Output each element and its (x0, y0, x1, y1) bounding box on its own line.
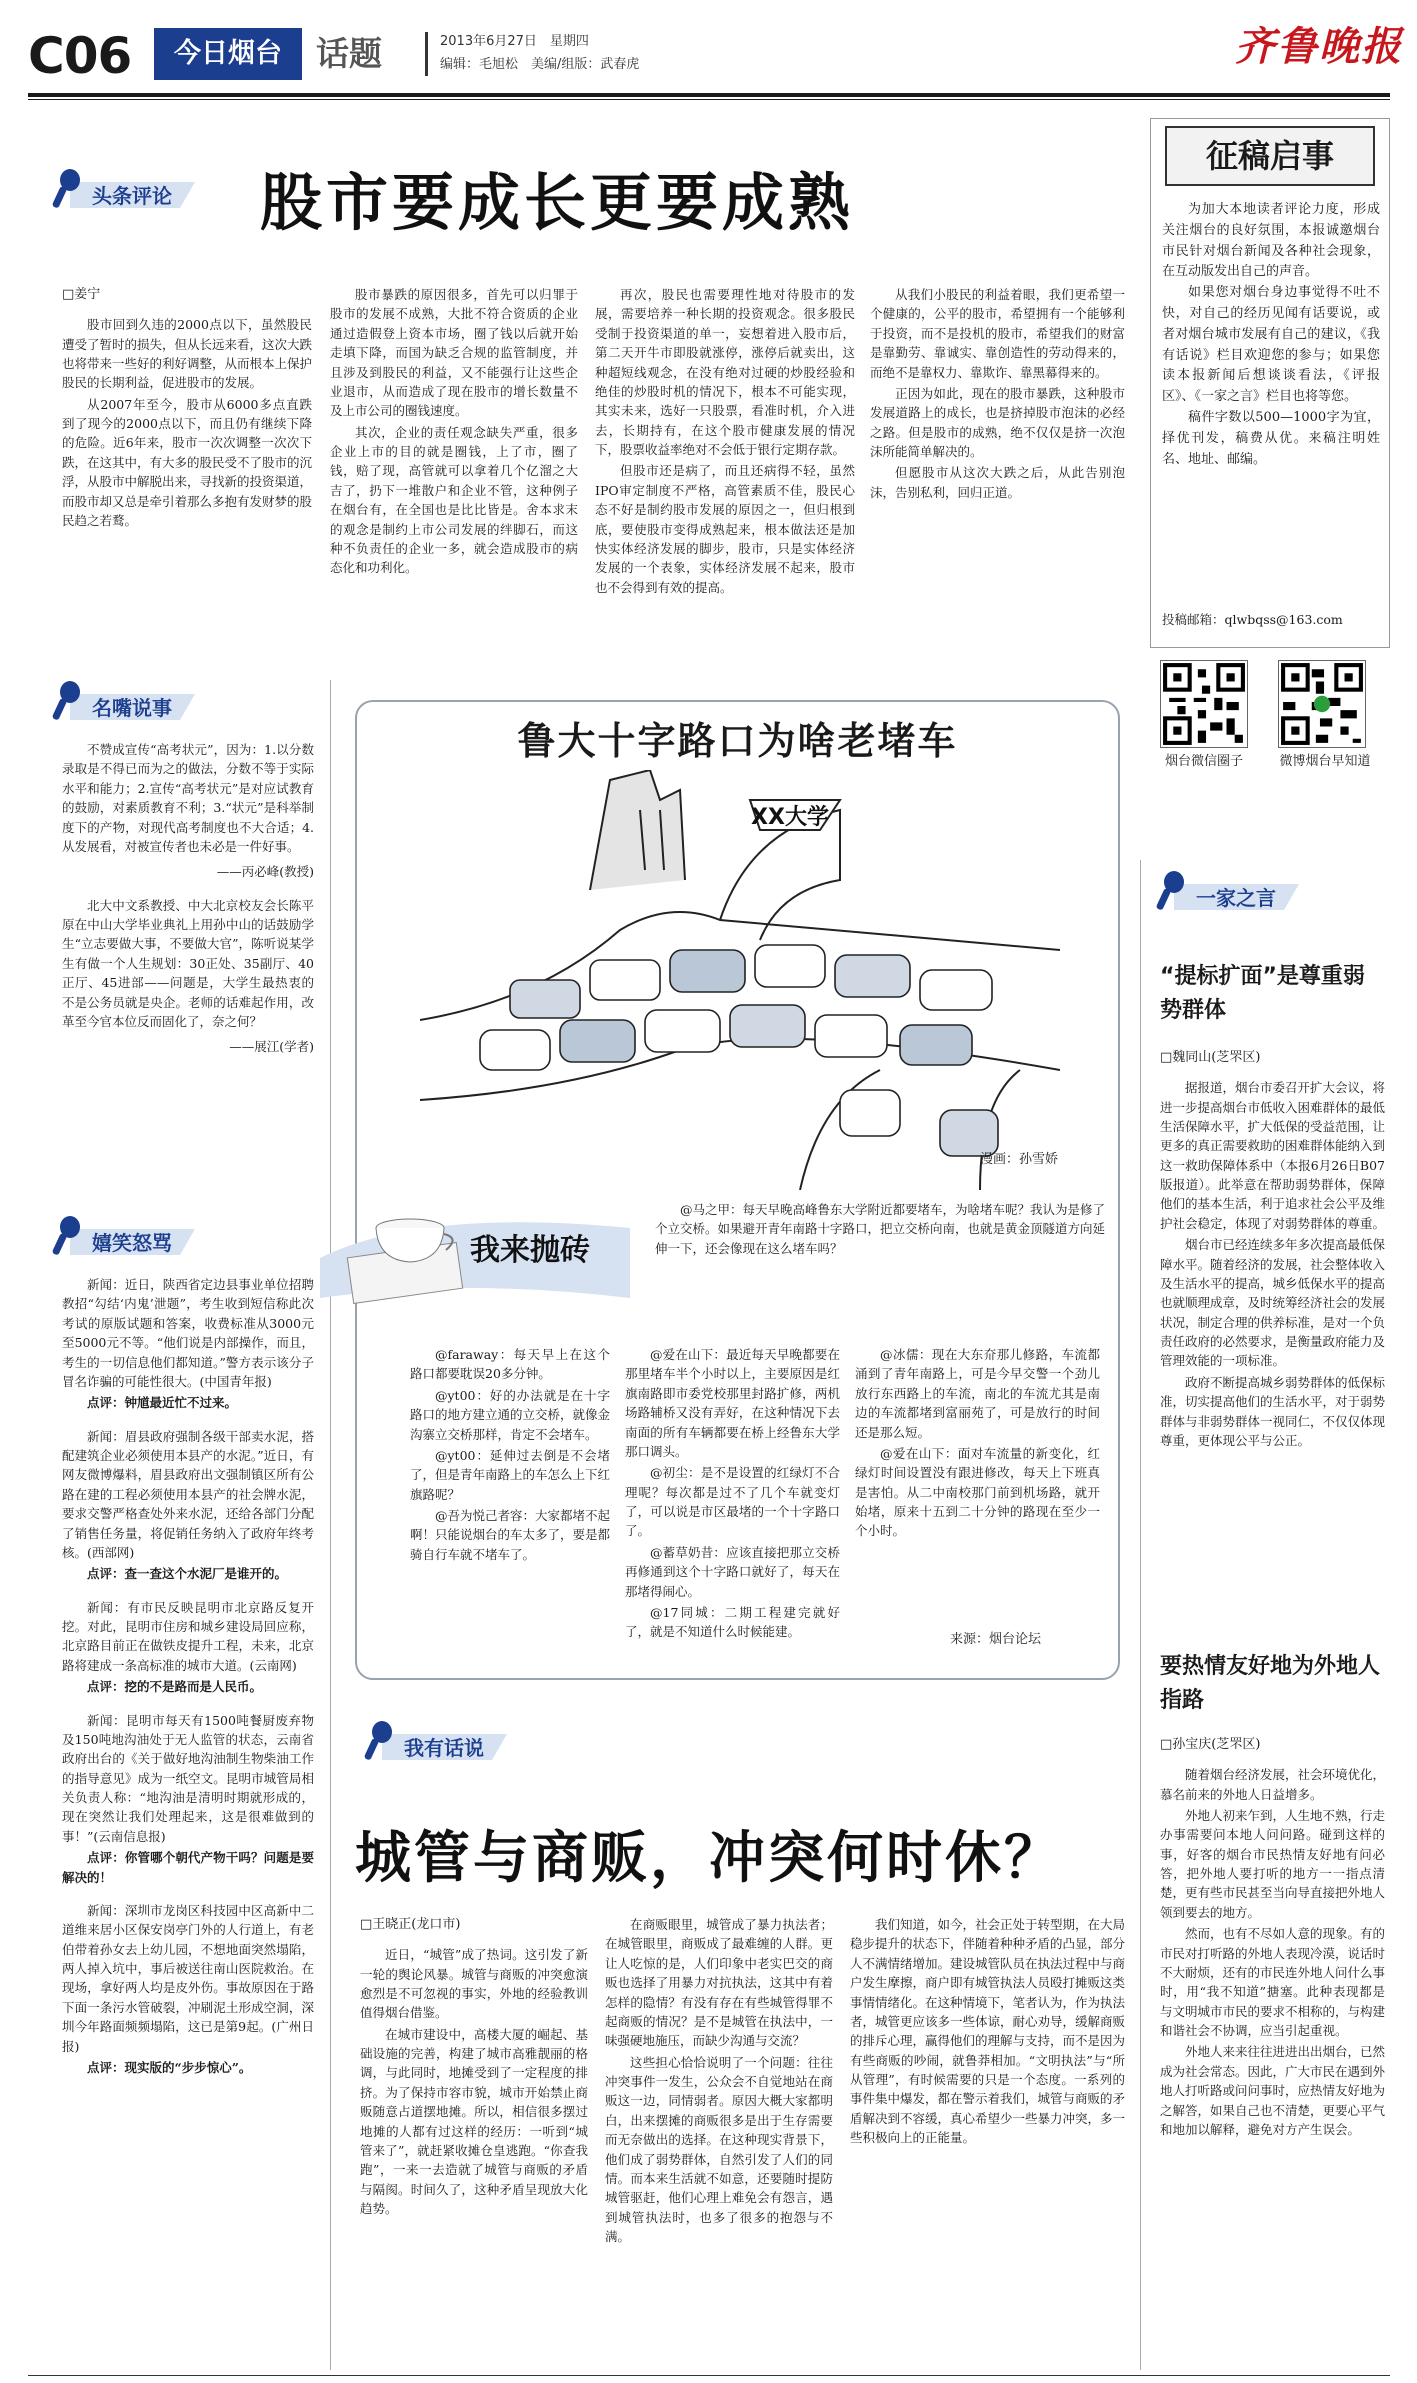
qr-caption-weibo: 微博烟台早知道 (1279, 754, 1371, 769)
microphone-icon (362, 1720, 394, 1762)
column-tag-opinion (1152, 870, 1302, 916)
satire-news: 新闻：有市民反映昆明市北京路反复开挖。对此，昆明市住房和城乡建设局回应称，北京路目前正在做铁皮提升工程，未来，北京路将建成一条高标准的城市大道。(云南网) (62, 1599, 314, 1673)
main-article-paragraph: 再次，股民也需要理性地对待股市的发展，需要培养一种长期的投资观念。很多股民受制于投资渠道的单一，妄想着进入股市后，第二天开牛市即股就涨停，涨停后就卖出，这种超短线观念，在没有绝对过硬的炒股经验和绝佳的炒股时机的情况下，根本不可能实现，其实未来，选好一只股票，看准时机，介入进去，长期持有，在这个股市健康发展的情况下，股票收益率绝对不会低于银行定期存款。 (595, 287, 855, 457)
traffic-comment: @爱在山下：面对车流量的新变化，红绿灯时间设置没有跟进修改，每天上下班真是害怕。从二中南校那门前到机场路，就开始堵，原来十五到二十分钟的路现在至少一个小时。 (855, 1445, 1100, 1539)
opinion-title-1: “提标扩面”是尊重弱势群体 (1160, 964, 1365, 1024)
sayings-column (62, 740, 314, 1210)
dateline (440, 30, 639, 76)
traffic-jam-cartoon (420, 770, 1060, 1190)
saying-text: 北大中文系教授、中大北京校友会长陈平原在中山大学毕业典礼上用孙中山的话鼓励学生“立志要做大事，不要做大官”，陈听说某学生有做一个人生规划：30正处、35副厅、40正厅、45进部——问题是，大学生最热衷的不是公务员就是央企。老师的话难起作用，改革至今官本位反而固化了，奈之何？ (62, 897, 314, 1029)
speak-out-col-2 (605, 1915, 833, 2365)
speak-out-author: □王晓正(龙口市) (360, 1917, 461, 1932)
main-article-col-4 (870, 285, 1125, 670)
column-tag-sayings (48, 680, 198, 726)
main-article-author: □姜宁 (62, 287, 101, 302)
main-article-col-2 (330, 285, 578, 670)
opinion-paragraph: 随着烟台经济发展，社会环境优化，慕名前来的外地人日益增多。 (1160, 1767, 1385, 1802)
column-tag-satire (48, 1215, 198, 1261)
column-divider (1140, 860, 1141, 2370)
opinion-paragraph: 政府不断提高城乡弱势群体的低保标准，切实提高他们的生活水平，对于弱势群体与非弱势群体一视同仁，不仅仅体现尊重，更体现公平与公正。 (1160, 1374, 1385, 1448)
opinion-author-2: □孙宝庆(芝罘区) (1160, 1737, 1261, 1752)
traffic-comment: @吾为悦己者容：大家都堵不起啊！只能说烟台的车太多了，要是都骑自行车就不堵车了。 (410, 1508, 610, 1562)
page-code: C06 (28, 27, 132, 85)
satire-news: 新闻：近日，陕西省定边县事业单位招聘教招“勾结‘内鬼’泄题”，考生收到短信称此次考试的原版试题和答案，收费标准从3000元至5000元不等。“他们说是内部操作，而且，考生的一切信息他们都知道。”警方表示该分子冒名诈骗的可能性很大。(中国青年报) (62, 1277, 314, 1389)
column-divider (330, 680, 331, 2370)
traffic-comment: @yt00：好的办法就是在十字路口的地方建立通的立交桥，就像金沟寨立交桥那样，肯定不会堵车。 (410, 1387, 610, 1442)
call-paragraph: 稿件字数以500—1000字为宜，择优刊发，稿费从优。来稿注明姓名、地址、邮编。 (1162, 409, 1380, 467)
call-paragraph: 如果您对烟台身边事觉得不吐不快，对自己的经历见闻有话要说，或者对烟台城市发展有自己的建议，《我有话说》栏目欢迎您的参与；如果您读本报新闻后想谈谈看法，《评报区》、《一家之言》栏目也将等您。 (1162, 285, 1380, 405)
traffic-comment: @17同城：二期工程建完就好了，就是不知道什么时候能建。 (625, 1604, 840, 1640)
editors-credit: 编辑：毛旭松 美编/组版：武春虎 (440, 57, 640, 72)
microphone-icon (1154, 870, 1186, 912)
masthead (0, 0, 1417, 96)
speak-out-paragraph: 我们知道，如今，社会正处于转型期，在大局稳步提升的状态下，伴随着种种矛盾的凸显，部分人不满情绪增加。建设城管队员在执法过程中与商户发生摩擦，商户即有城管执法人员殴打摊贩这类事情情绪化。在这种情境下，笔者认为，作为执法者，城管更应该多一些体谅，耐心劝导，缓解商贩的排斥心理，赢得他们的理解与支持，而不是因为有些商贩的吵闹，就鲁莽相加。“文明执法”与“所从管理”，有时候需要的只是一个态度。一系列的事件集中爆发，都在警示着我们，城管与商贩的矛盾解决到不容缓，真心希望少一些暴力冲突，多一些积极向上的正能量。 (850, 1917, 1125, 2146)
opinion-paragraph: 然而，也有不尽如人意的现象。有的市民对打听路的外地人表现冷漠，说话时不大耐烦，还有的市民连外地人问什么事时，用“我不知道”搪塞。此种表现都是与文明城市市民的要求不相称的，与构建和谐社会不协调，应当引起重视。 (1160, 1926, 1385, 2039)
cartoon-credit: 漫画：孙雪娇 (980, 1152, 1059, 1167)
page-bottom-rule (28, 2375, 1390, 2376)
opinion-paragraph: 据报道，烟台市委召开扩大会议，将进一步提高烟台市低收入困难群体的最低生活保障水平，扩大低保的受益范围，让更多的真正需要救助的困难群体能纳入到这一救助保障体系中（本报6月26日B07版报道）。此举意在帮助弱势群体，保障他们的基本生活，利于追求社会公平及维护社会稳定，体现了对弱势群体的尊重。 (1160, 1080, 1385, 1231)
opinion-author-1: □魏同山(芝罘区) (1160, 1050, 1261, 1065)
traffic-comment: @faraway：每天早上在这个路口都要耽误20多分钟。 (410, 1347, 610, 1382)
submission-email[interactable]: 投稿邮箱：qlwbqss@163.com (1162, 612, 1343, 627)
cartoon-sign-text: XX大学 (751, 805, 829, 830)
call-for-papers-body (1162, 200, 1380, 470)
traffic-comment: @初尘：是不是设置的红绿灯不合理呢？每次都是过不了几个车就变灯了，可以说是市区最堵的一个十字路口了。 (625, 1465, 840, 1539)
opinion-paragraph: 烟台市已经连续多年多次提高最低保障水平。随着经济的发展，社会整体收入及生活水平的提高，城乡低保水平的提高也就顺理成章，及时统筹经济社会的发展状况，制定合理的供养标准，是对一个负责任政府的必然要求，是衡量政府能力及管理效能的一项标准。 (1160, 1237, 1385, 1369)
qr-code-icon[interactable] (1278, 660, 1366, 748)
traffic-comments-col-2 (625, 1345, 840, 1645)
topic-divider (425, 32, 428, 76)
column-tag-text: 名嘴说事 (92, 696, 172, 720)
column-tag-text: 一家之言 (1196, 886, 1276, 910)
opinion-article-2 (1160, 1735, 1385, 2370)
issue-date: 2013年6月27日 星期四 (440, 34, 589, 49)
traffic-intro-text: @马之甲：每天早晚高峰鲁东大学附近都要堵车，为啥堵车呢？我认为是修了个立交桥。如果避开青年南路十字路口，把立交桥向南，也就是黄金顶隧道方向延伸一下，还会像现在这么堵车吗？ (655, 1202, 1105, 1256)
traffic-comment: @爱在山下：最近每天早晚都要在那里堵车半个小时以上，主要原因是红旗南路即市委党校那里封路扩修，两机场路辅桥又没有弄好，在这种情况下去南面的所有车辆都要在桥上经鲁东大学那口调头。 (625, 1347, 840, 1459)
speak-out-title: 城管与商贩，冲突何时休？ (355, 1825, 1063, 1891)
speak-out-col-1 (360, 1915, 588, 2365)
opinion-paragraph: 外地人初来乍到，人生地不熟，行走办事需要问本地人问问路。碰到这样的事，好客的烟台市民热情友好地有问必答，把外地人要打听的地方一一指点清楚，更有些市民甚至当向导直接把外地人领到要去的地方。 (1160, 1807, 1385, 1920)
saying-author: ——展江(学者) (229, 1039, 314, 1055)
microphone-icon (50, 1215, 82, 1257)
main-article-paragraph: 股市暴跌的原因很多，首先可以归罪于股市的发展不成熟，大批不符合资质的企业通过造假登上资本市场，圈了钱以后就开始走填下降，而国为缺乏合规的监管制度，并且涉及到股民的利益，又不能强行让这些企业退市，从而造成了现在股市的增长数量不及上市公司的圈钱速度。 (330, 287, 578, 419)
traffic-intro (655, 1200, 1105, 1335)
traffic-comment: @冰儒：现在大东夼那儿修路，车流都涌到了青年南路上，可是今早交警一个劲儿放行东西路上的车流，南北的车流尤其是南边的车流都堵到富丽苑了，可是放行的时间还是那么短。 (855, 1347, 1100, 1440)
main-article-col-1 (62, 285, 312, 670)
call-paragraph: 为加大本地读者评论力度，形成关注烟台的良好氛围，本报诚邀烟台市民针对烟台新闻及各种社会现象，在互动版发出自己的声音。 (1162, 202, 1380, 280)
main-article-paragraph: 但愿股市从这次大跌之后，从此告别泡沫，告别私利，回归正道。 (870, 465, 1125, 500)
speak-out-col-3 (850, 1915, 1125, 2365)
traffic-source: 来源：烟台论坛 (950, 1632, 1042, 1647)
satire-comment: 点评：现实版的“步步惊心”。 (87, 2059, 252, 2075)
satire-news: 新闻：深圳市龙岗区科技园中区高新中二道维来居小区保安岗亭门外的人行道上，有老伯带着孙女去上幼儿园，不想地面突然塌陷，两人掉入坑中，事后被送往南山医院救治。在现场，拿好两人均是皮外伤。事故原因在于路下面一条污水管破裂，冲刷泥土形成空洞，深圳今年路面频频塌陷，这已是第9起。(广州日报) (62, 1902, 314, 2054)
call-for-papers-title: 征稿启事 (1165, 126, 1375, 186)
main-article-title: 股市要成长更要成熟 (260, 166, 855, 239)
speak-out-paragraph: 这些担心恰恰说明了一个问题：往往冲突事件一发生，公众会不自觉地站在商贩这一边，同情弱者。原因大概大家都明白，出来摆摊的商贩很多是出于生存需要而无奈做出的选择。在这种现实背景下，他们成了弱势群体，自然引发了人们的同情。而本来生活就不如意，还要随时提防城管驱赶，他们心理上难免会有怨言，遇到城管执法时，也多了很多的抱怨与不满。 (605, 2054, 833, 2244)
main-article-paragraph: 但股市还是病了，而且还病得不轻，虽然IPO审定制度不严格，高管素质不佳，股民心态不好是制约股市发展的原因之一，但归根到底，要使股市变得成熟起来，根本做法还是加快实体经济发展的脚步，股市，只是实体经济发展的一个表象，实体经济发展不起来，股市也不会得到有效的提高。 (595, 463, 855, 595)
section-tag: 今日烟台 (154, 28, 302, 80)
satire-comment: 点评：挖的不是路而是人民币。 (87, 1679, 263, 1695)
main-article-paragraph: 股市回到久违的2000点以下，虽然股民遭受了暂时的损失，但从长远来看，这次大跌也将带来一些好的利好调整，从而根本上保护股民的长期利益，促进股市的发展。 (62, 317, 312, 391)
newspaper-logo: 齐鲁晚报 (1235, 23, 1403, 70)
main-article-paragraph: 正因为如此，现在的股市暴跌，这种股市发展道路上的成长，也是挤掉股市泡沫的必经之路。但是股市的成熟，绝不仅仅是挤一次泡沫所能简单解决的。 (870, 385, 1125, 459)
masthead-rule-thin (28, 99, 1390, 100)
column-tag-text: 头条评论 (92, 184, 172, 208)
traffic-comments-col-3 (855, 1345, 1100, 1630)
traffic-feature-title: 鲁大十字路口为啥老堵车 (517, 719, 958, 763)
qr-caption-wechat: 烟台微信圈子 (1164, 754, 1243, 769)
column-tag-speak-out (360, 1720, 510, 1766)
microphone-icon (50, 680, 82, 722)
traffic-comment: @yt00：延伸过去倒是不会堵了，但是青年南路上的车怎么上下红旗路呢？ (410, 1447, 610, 1502)
satire-comment: 点评：你管哪个朝代产物干吗？问题是要解决的！ (62, 1850, 314, 1885)
saying-text: 不赞成宣传“高考状元”，因为：1.以分数录取是不得已而为之的做法，分数不等于实际水平和能力；2.宣传“高考状元”是对应试教育的鼓励，对素质教育不利；3.“状元”是科举制度下的产物，对现代高考制度也不大合适；4.从发展看，对被宣传者也未必是一件好事。 (62, 742, 314, 854)
main-article-paragraph: 从我们小股民的利益着眼，我们更希望一个健康的，公平的股市，希望拥有一个能够利于投资，而不是投机的股市，希望我们的财富是靠勤劳、靠诚实、靠创造性的劳动得来的，而绝不是靠权力、靠欺诈、靠黑幕得来的。 (870, 287, 1125, 380)
traffic-comment: @蓄草奶昔：应该直接把那立交桥再修通到这个十字路口就好了，每天在那堵得闹心。 (625, 1544, 840, 1599)
satire-news: 新闻：昆明市每天有1500吨餐厨废弃物及150吨地沟油处于无人监管的状态，云南省政府出台的《关于做好地沟油制生物柴油工作的指导意见》成为一纸空文。昆明市城管局相关负责人称：“地沟油是清明时期就形成的，现在突然让我们处理起来，这是很难做到的事！”(云南信息报) (62, 1712, 314, 1844)
main-article-paragraph: 其次，企业的责任观念缺失严重，很多企业上市的目的就是圈钱，上了市，圈了钱，赔了现，高管就可以拿着几个亿溜之大吉了，扔下一堆散户和企业不管，这种例子在烟台有，在全国也是比比皆是。舍本求末的观念是制约上市公司发展的绊脚石，而这种不负责任的企业一多，就会造成股市的病态化和功利化。 (330, 424, 578, 576)
main-article-col-3 (595, 285, 855, 670)
column-tag-text: 我有话说 (404, 1736, 484, 1760)
microphone-icon (50, 168, 82, 210)
column-tag-headline (48, 168, 198, 214)
traffic-comments-col-1 (410, 1345, 610, 1645)
qr-code-icon[interactable] (1160, 660, 1248, 748)
satire-comment: 点评：查一查这个水泥厂是谁开的。 (87, 1566, 288, 1582)
satire-news: 新闻：眉县政府强制各级干部卖水泥，搭配建筑企业必须使用本县产的水泥。”近日，有网友微博爆料，眉县政府出文强制镇区所有公路在建的工程必须使用本县产的社会牌水泥，要求交警严格查处外来水泥，还给各部门分配了销售任务量，将促销任务纳入了政府年终考核。(西部网) (62, 1428, 314, 1560)
main-article-paragraph: 从2007年至今，股市从6000多点直跌到了现今的2000点以下，而且仍有继续下降的危险。近6年来，股市一次次调整一次次下跌，在这其中，有大多的股民受不了股市的沉浮，从股市中解脱出来，寻找新的投资渠道，而股市却又总是牵引着那么多抱有发财梦的股民趋之若鹜。 (62, 396, 312, 528)
speak-out-paragraph: 在城市建设中，高楼大厦的崛起、基础设施的完善，构建了城市高雅靓丽的格调，与此同时，地摊受到了一定程度的排挤。为了保持市容市貌，城市开始禁止商贩随意占道摆地摊。所以，相信很多摆过地摊的人都有过这样的经历：一听到“城管来了”，就赶紧收摊仓皇逃跑。“你查我跑”，一来一去造就了城管与商贩的矛盾与隔阂。时间久了，这种矛盾呈现放大化趋势。 (360, 2026, 588, 2217)
opinion-article-1 (1160, 1048, 1385, 1638)
speak-out-paragraph: 在商贩眼里，城管成了暴力执法者；在城管眼里，商贩成了最难缠的人群。更让人吃惊的是，人们印象中老实巴交的商贩也选择了用暴力对抗执法，这其中有着怎样的隐情？有没有存在有些城管得罪不起商贩的情况？是不是城管在执法中，一味强硬地施压，而缺少沟通与交流？ (605, 1917, 833, 2049)
section-topic: 话题 (316, 34, 382, 73)
column-tag-text: 嬉笑怒骂 (92, 1231, 172, 1255)
brick-label: 我来抛砖 (470, 1233, 590, 1268)
masthead-rule (28, 93, 1390, 97)
saying-author: ——丙必峰(教授) (216, 864, 314, 880)
satire-comment: 点评：钟馗最近忙不过来。 (87, 1395, 238, 1411)
speak-out-paragraph: 近日，“城管”成了热词。这引发了新一轮的舆论风暴。城管与商贩的冲突愈演愈烈是不可忽视的事实，外地的经验教训值得烟台借鉴。 (360, 1947, 588, 2021)
opinion-paragraph: 外地人来来往往进进出出烟台，已然成为社会常态。因此，广大市民在遇到外地人打听路或问问事时，应热情友好地为之解答，如果自己也不清楚，更要心平气和地加以解释，避免对方产生误会。 (1160, 2044, 1385, 2137)
opinion-title-2: 要热情友好地为外地人指路 (1160, 1654, 1381, 1714)
satire-column (62, 1275, 314, 2370)
